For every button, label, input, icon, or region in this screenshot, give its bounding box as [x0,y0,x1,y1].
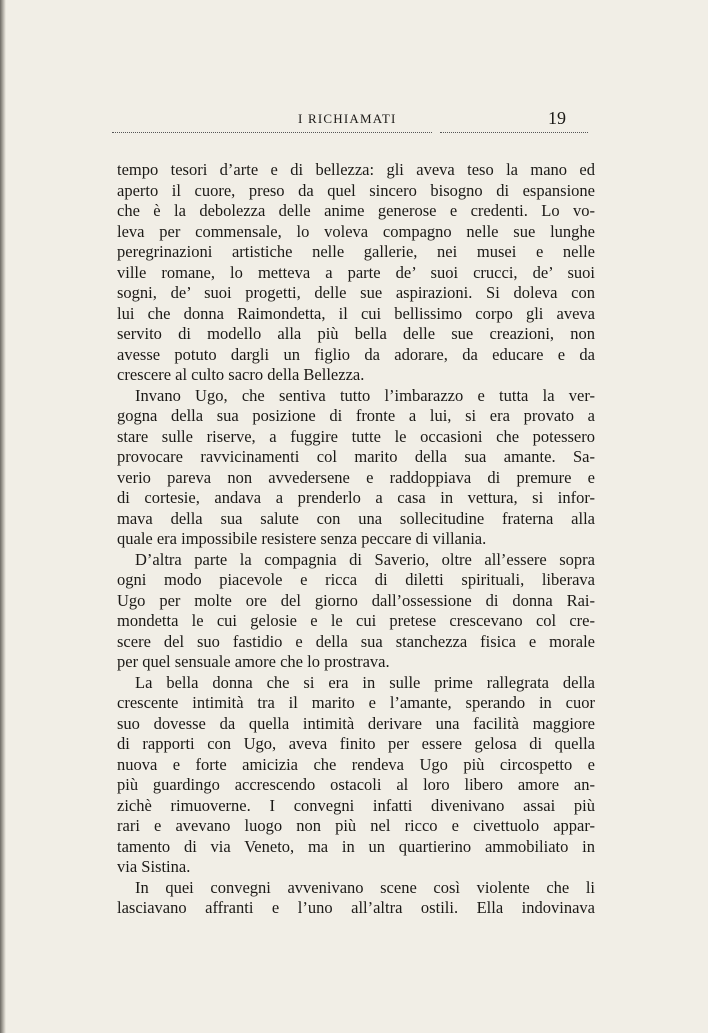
text-line: Ugo per molte ore del giorno dall’ossessione di donna Rai- [117,590,595,610]
text-line: Invano Ugo, che sentiva tutto l’imbarazzo e tutta la ver- [135,385,595,405]
text-line: servito di modello alla più bella delle sue creazioni, non [117,324,595,343]
header-rule-left [112,132,432,133]
text-line: scere del suo fastidio e della sua stanchezza fisica e morale [117,631,595,651]
text-line: lasciavano affranti e l’uno all’altra ostili. Ella indovinava [117,898,595,917]
text-line: stare sulle riserve, a fuggire tutte le occasioni che potessero [117,426,595,446]
text-line: crescente intimità tra il marito e l’amante, sperando in cuor [117,693,595,712]
text-line: di rapporti con Ugo, aveva finito per essere gelosa di quella [117,734,595,753]
page-number: 19 [548,108,566,128]
running-head [0,108,708,130]
text-line: nuova e forte amicizia che rendeva Ugo più circospetto e [117,754,595,774]
text-line: che è la debolezza delle anime generose e credenti. Lo vo- [117,201,595,220]
text-line: di cortesie, andava a prenderlo a casa in vettura, si infor- [117,488,595,507]
text-line: ogni modo piacevole e ricca di diletti spirituali, liberava [117,570,595,589]
header-rule-right [440,132,588,133]
text-line: per quel sensuale amore che lo prostrava. [117,652,390,671]
text-line: sogni, de’ suoi progetti, delle sue aspirazioni. Si doleva con [117,283,595,302]
text-line: ville romane, lo metteva a parte de’ suoi crucci, de’ suoi [117,262,595,282]
page-edge-shadow [0,0,6,1033]
text-line: La bella donna che si era in sulle prime rallegrata della [135,672,595,692]
text-line: aperto il cuore, preso da quel sincero bisogno di espansione [117,180,595,200]
text-line: via Sistina. [117,857,191,876]
text-line: rari e avevano luogo non più nel ricco e civettuolo appar- [117,816,595,835]
text-line: lui che donna Raimondetta, il cui bellissimo corpo gli aveva [117,303,595,323]
text-line: D’altra parte la compagnia di Saverio, oltre all’essere sopra [135,549,595,569]
text-line: verio pareva non avvedersene e raddoppiava di premure e [117,467,595,487]
text-line: avesse potuto dargli un figlio da adorare, da educare e da [117,344,595,364]
running-title: I RICHIAMATI [298,111,397,126]
text-line: mava della sua salute con una sollecitudine fraterna alla [117,508,595,528]
body-text [117,160,595,919]
text-line: leva per commensale, lo voleva compagno nelle sue lunghe [117,221,595,241]
text-line: In quei convegni avvenivano scene così violente che li [135,877,595,897]
text-line: gogna della sua posizione di fronte a lui, si era provato a [117,406,595,425]
text-line: provocare ravvicinamenti col marito della sua amante. Sa- [117,447,595,466]
text-line: più guardingo accrescendo ostacoli al loro libero amore an- [117,775,595,794]
text-line: peregrinazioni artistiche nelle gallerie, nei musei e nelle [117,242,595,261]
text-line: tempo tesori d’arte e di bellezza: gli aveva teso la mano ed [117,160,595,179]
text-line: tamento di via Veneto, ma in un quartierino ammobiliato in [117,836,595,856]
text-line: quale era impossibile resistere senza peccare di villania. [117,529,487,548]
text-line: zichè rimuoverne. I convegni infatti divenivano assai più [117,795,595,815]
text-line: suo dovesse da quella intimità derivare una facilità maggiore [117,713,595,733]
text-line: mondetta le cui gelosie e le cui pretese crescevano col cre- [117,611,595,630]
text-line: crescere al culto sacro della Bellezza. [117,365,365,384]
